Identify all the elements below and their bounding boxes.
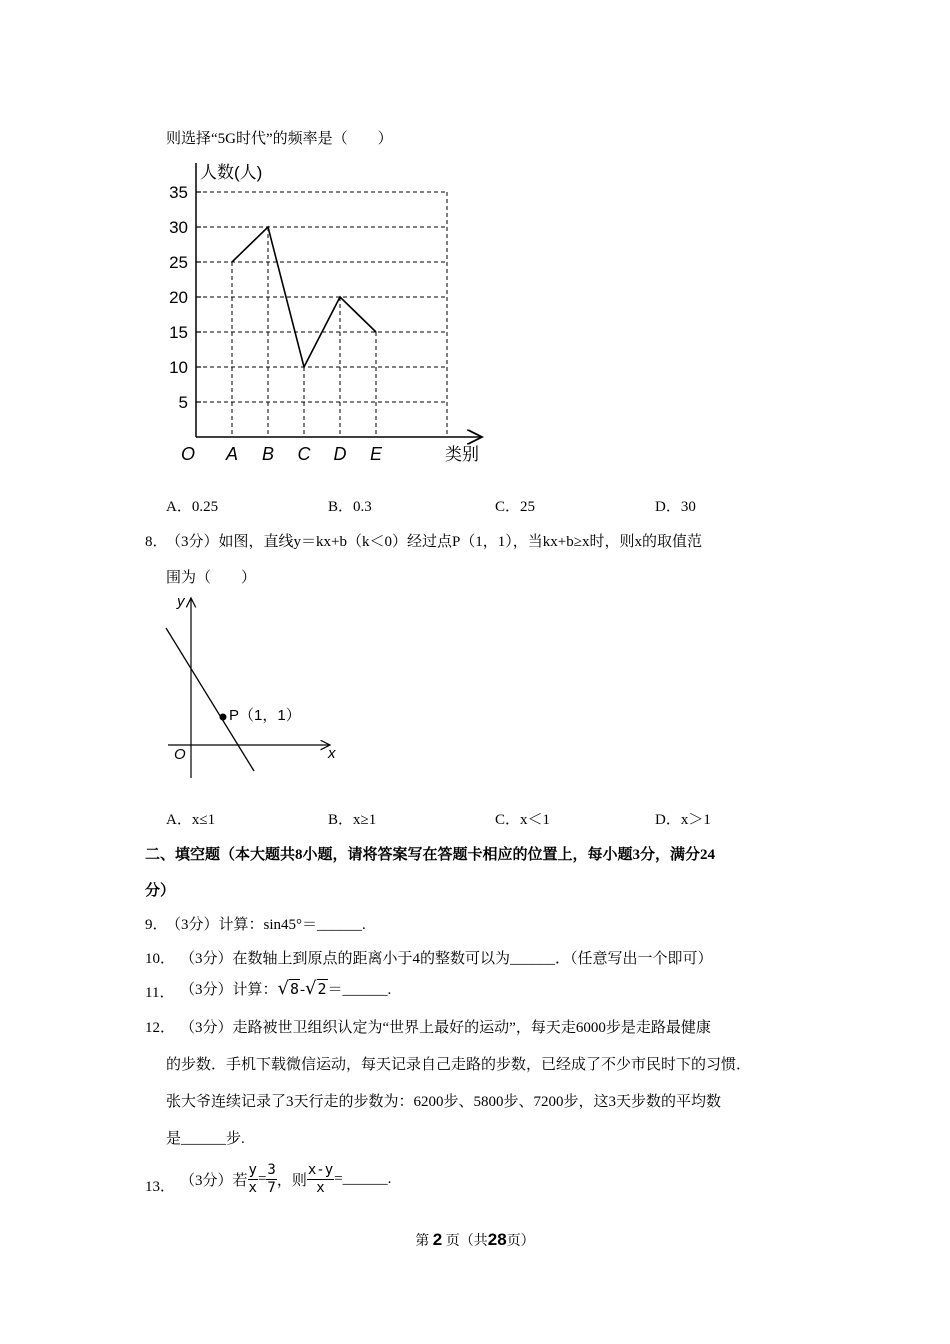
q12-line4: 是______步.: [166, 1131, 245, 1147]
q11-radicand-2: 2: [317, 980, 327, 998]
q8-option-b: B．x≥1: [328, 812, 377, 828]
section2-heading-line1: 二、填空题（本大题共8小题，请将答案写在答题卡相应的位置上，每小题3分，满分24: [145, 847, 716, 863]
q8-line1: （3分）如图，直线y＝kx+b（k＜0）经过点P（1，1），当kx+b≥x时，则x的取值范: [166, 534, 702, 550]
footer-post: 页）: [506, 1234, 535, 1249]
footer-page-number: 2: [432, 1230, 443, 1249]
frequency-line-chart: [160, 155, 500, 475]
fraction-numerator: y: [248, 1162, 257, 1178]
q13-suffix: =______.: [334, 1171, 392, 1187]
q11-number: 11．: [145, 985, 175, 1001]
q8-option-a: A．x≤1: [166, 812, 216, 828]
fraction-denominator: 7: [267, 1180, 276, 1196]
q11-prefix: （3分）计算：: [180, 982, 278, 998]
q12-line3: 张大爷连续记录了3天行走的步数为：6200步、5800步、7200步，这3天步数的平均数: [166, 1094, 722, 1110]
chart-origin-label: O: [180, 444, 196, 464]
linear-function-graph: [160, 590, 350, 780]
page-footer: [0, 1230, 950, 1250]
q7-stem: 则选择“5G时代”的频率是（ ）: [166, 131, 393, 147]
fraction-denominator: x: [248, 1180, 257, 1196]
fraction-3-over-7: [266, 1162, 276, 1197]
fraction-y-over-x: [248, 1162, 258, 1197]
x-tick-label-E: E: [369, 444, 383, 464]
q9-text: （3分）计算：sin45°＝______.: [166, 917, 366, 933]
q7-option-b: B．0.3: [328, 499, 372, 515]
x-tick-label-A: A: [225, 444, 239, 464]
q9-number: 9．: [145, 917, 168, 933]
q10-number: 10．: [145, 951, 176, 967]
fraction-x-minus-y-over-x: [307, 1162, 334, 1197]
section2-heading-line2: 分）: [145, 883, 176, 899]
fraction-denominator: x: [316, 1180, 325, 1196]
y-tick-label-15: 15: [169, 323, 188, 342]
q10-text: （3分）在数轴上到原点的距离小于4的整数可以为______．（任意写出一个即可）: [180, 951, 713, 967]
q13-number: 13．: [145, 1179, 176, 1195]
footer-mid: 页（共: [445, 1234, 488, 1249]
q7-option-c: C．25: [495, 499, 536, 515]
q13-expression: [180, 1162, 391, 1197]
y-tick-label-10: 10: [169, 358, 188, 377]
x-tick-label-B: B: [261, 444, 275, 464]
q12-line2: 的步数．手机下载微信运动，每天记录自己走路的步数，已经成了不少市民时下的习惯．: [166, 1057, 752, 1073]
origin-label: O: [174, 746, 186, 763]
point-p-label: P（1，1）: [229, 707, 301, 724]
q11-minus: -: [300, 982, 306, 998]
footer-pre: 第: [415, 1234, 430, 1249]
q7-option-d: D．30: [655, 499, 696, 515]
y-tick-label-20: 20: [169, 288, 188, 307]
q7-option-a: A．0.25: [166, 499, 219, 515]
chart-x-label: 类别: [445, 445, 479, 464]
q13-prefix: （3分）若: [180, 1173, 248, 1189]
y-tick-label-25: 25: [169, 253, 188, 272]
q12-line1: （3分）走路被世卫组织认定为“世界上最好的运动”，每天走6000步是走路最健康: [180, 1020, 711, 1036]
q8-option-d: D．x＞1: [655, 812, 711, 828]
q11-expression: [180, 978, 391, 999]
q8-line2: 围为（ ）: [166, 570, 257, 586]
footer-total-pages: 28: [487, 1230, 507, 1249]
sqrt-symbol-1: √: [277, 978, 289, 999]
x-tick-label-C: C: [297, 444, 311, 464]
y-axis-label: y: [177, 593, 185, 610]
x-axis-label: x: [328, 745, 336, 762]
chart-y-title: 人数(人): [200, 163, 263, 182]
sqrt-symbol-2: √: [305, 978, 317, 999]
y-tick-label-30: 30: [169, 218, 188, 237]
q11-suffix: ＝______.: [327, 982, 392, 998]
q8-number: 8．: [145, 534, 168, 550]
fraction-numerator: x-y: [307, 1162, 334, 1178]
fraction-numerator: 3: [267, 1162, 276, 1178]
q8-option-c: C．x＜1: [495, 812, 551, 828]
q12-number: 12．: [145, 1020, 176, 1036]
q13-mid: ，则: [276, 1173, 307, 1189]
q11-radicand-1: 8: [290, 980, 300, 998]
q13-equals: =: [257, 1171, 267, 1187]
y-tick-label-5: 5: [178, 393, 188, 412]
y-tick-label-35: 35: [169, 183, 188, 202]
point-p: [220, 714, 227, 721]
x-tick-label-D: D: [333, 444, 347, 464]
